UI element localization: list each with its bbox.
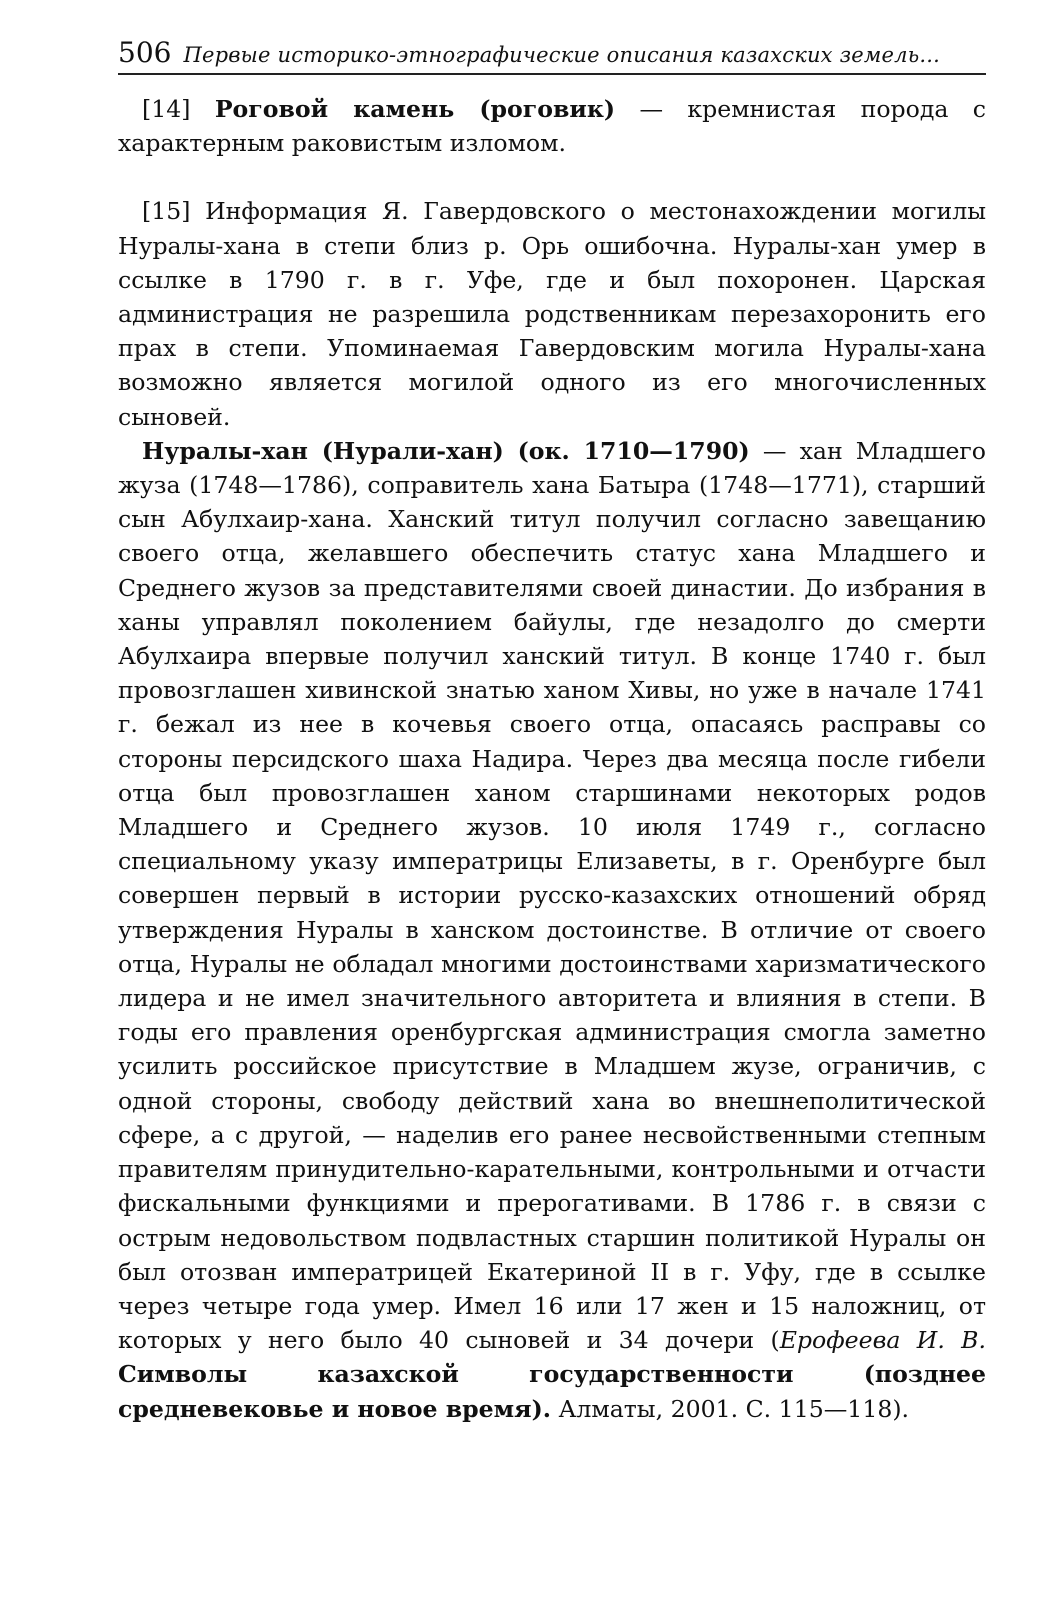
page-number: 506: [118, 36, 172, 69]
citation-work: Символы казахской государственности (позднее средневековье и новое время).: [118, 1360, 986, 1423]
bio-term: Нуралы-хан (Нурали-хан) (ок. 1710—1790): [142, 436, 750, 465]
note-14: [118, 92, 986, 160]
biography-entry: [118, 434, 986, 1426]
page-body: [118, 92, 986, 1426]
note-text: Информация Я. Гавердовского о местонахождении могилы Нуралы-хана в степи близ р. Орь ошибочна. Нуралы-хан умер в ссылке в 1790 г. в г. Уфе, где и был похоронен. Царская администрация не разрешила родственникам перезахоронить его прах в степи. Упоминаемая Гавердовским могила Нуралы-хана возможно является могилой одного из его многочисленных сыновей.: [118, 197, 987, 431]
citation-tail: Алматы, 2001. С. 115—118).: [550, 1394, 910, 1423]
citation-author: Ерофеева И. В.: [779, 1326, 986, 1355]
note-text: — кремнистая порода с характерным раковистым изломом.: [118, 95, 986, 158]
running-head: [118, 36, 986, 75]
note-term: Роговой камень (роговик): [214, 95, 616, 123]
bio-text: — хан Младшего жуза (1748—1786), соправитель хана Батыра (1748—1771), старший сын Абулхаир-хана. Ханский титул получил согласно завещанию своего отца, желавшего обеспечить статус хана Младшего и Среднего жузов за представителями своей династии. До избрания в ханы управлял поколением байулы, где незадолго до смерти Абулхаира впервые получил ханский титул. В конце 1740 г. был провозглашен хивинской знатью ханом Хивы, но уже в начале 1741 г. бежал из нее в кочевья своего отца, опасаясь расправы со стороны персидского шаха Надира. Через два месяца после гибели отца был провозглашен ханом старшинами некоторых родов Младшего и Среднего жузов. 10 июля 1749 г., согласно специальному указу императрицы Елизаветы, в г. Оренбурге был совершен первый в истории русско-казахских отношений обряд утверждения Нуралы в ханском достоинстве. В отличие от своего отца, Нуралы не обладал многими достоинствами харизматического лидера и не имел значительного авторитета и влияния в степи. В годы его правления оренбургская администрация смогла заметно усилить российское присутствие в Младшем жузе, ограничив, с одной стороны, свободу действий хана во внешнеполитической сфере, а с другой, — наделив его ранее несвойственными степным правителям принудительно-карательными, контрольными и отчасти фискальными функциями и прерогативами. В 1786 г. в связи с острым недовольством подвластных старшин политикой Нуралы он был отозван императрицей Екатериной II в г. Уфу, где в ссылке через четыре года умер. Имел 16 или 17 жен и 15 наложниц, от которых у него было 40 сыновей и 34 дочери (: [118, 436, 986, 1355]
note-number: [15]: [142, 197, 191, 226]
running-title: Первые историко-этнографические описания казахских земель...: [183, 43, 940, 67]
note-number: [14]: [142, 95, 191, 123]
note-15: [118, 194, 986, 433]
